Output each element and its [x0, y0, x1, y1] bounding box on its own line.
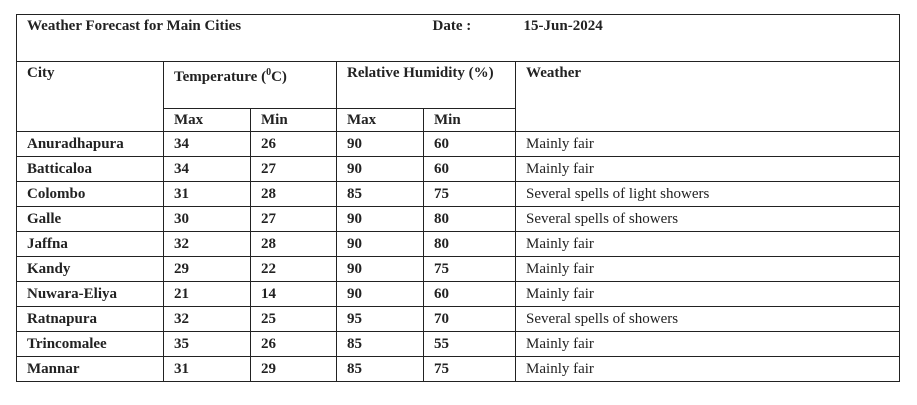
hum-max-cell: 90 — [337, 232, 424, 257]
weather-cell: Mainly fair — [516, 282, 900, 307]
temp-min-cell: 22 — [251, 257, 337, 282]
city-cell: Ratnapura — [17, 307, 164, 332]
forecast-document — [16, 14, 900, 382]
hum-min-cell: 80 — [424, 207, 516, 232]
city-column-header: City — [17, 62, 164, 132]
city-cell: Mannar — [17, 357, 164, 382]
city-cell: Anuradhapura — [17, 132, 164, 157]
header-row-1 — [17, 62, 900, 109]
hum-max-cell: 90 — [337, 282, 424, 307]
table-row — [17, 132, 900, 157]
weather-cell: Mainly fair — [516, 357, 900, 382]
table-row — [17, 157, 900, 182]
weather-cell: Mainly fair — [516, 132, 900, 157]
temp-min-cell: 27 — [251, 157, 337, 182]
table-row — [17, 182, 900, 207]
table-row — [17, 282, 900, 307]
temp-min-cell: 28 — [251, 182, 337, 207]
weather-cell: Several spells of showers — [516, 207, 900, 232]
humidity-column-header: Relative Humidity (%) — [337, 62, 516, 109]
weather-cell: Mainly fair — [516, 257, 900, 282]
weather-cell: Several spells of light showers — [516, 182, 900, 207]
temp-max-cell: 34 — [164, 132, 251, 157]
title-row — [17, 15, 900, 62]
temp-min-cell: 26 — [251, 132, 337, 157]
temp-min-cell: 28 — [251, 232, 337, 257]
hum-max-cell: 85 — [337, 357, 424, 382]
table-row — [17, 357, 900, 382]
hum-min-cell: 60 — [424, 282, 516, 307]
weather-cell: Mainly fair — [516, 232, 900, 257]
table-row — [17, 207, 900, 232]
temperature-label: Temperature ( — [174, 69, 267, 85]
hum-min-cell: 75 — [424, 257, 516, 282]
temp-max-cell: 31 — [164, 357, 251, 382]
temp-max-cell: 31 — [164, 182, 251, 207]
hum-max-cell: 85 — [337, 182, 424, 207]
hum-max-cell: 90 — [337, 132, 424, 157]
city-cell: Jaffna — [17, 232, 164, 257]
hum-max-cell: 85 — [337, 332, 424, 357]
temp-min-cell: 14 — [251, 282, 337, 307]
page-title: Weather Forecast for Main Cities — [17, 15, 337, 62]
city-cell: Trincomalee — [17, 332, 164, 357]
hum-min-cell: 55 — [424, 332, 516, 357]
temp-min-cell: 29 — [251, 357, 337, 382]
table-row — [17, 332, 900, 357]
table-row — [17, 232, 900, 257]
city-cell: Batticaloa — [17, 157, 164, 182]
hum-min-cell: 60 — [424, 157, 516, 182]
hum-max-cell: 90 — [337, 207, 424, 232]
temp-max-cell: 32 — [164, 307, 251, 332]
temperature-sup: 0 — [266, 67, 272, 78]
temp-max-cell: 30 — [164, 207, 251, 232]
weather-cell: Mainly fair — [516, 332, 900, 357]
temp-max-cell: 34 — [164, 157, 251, 182]
city-cell: Kandy — [17, 257, 164, 282]
temp-min-cell: 27 — [251, 207, 337, 232]
forecast-table — [16, 14, 900, 382]
table-row — [17, 257, 900, 282]
city-cell: Galle — [17, 207, 164, 232]
city-cell: Colombo — [17, 182, 164, 207]
temp-min-cell: 26 — [251, 332, 337, 357]
temp-max-cell: 35 — [164, 332, 251, 357]
hum-min-header: Min — [424, 109, 516, 132]
hum-min-cell: 80 — [424, 232, 516, 257]
hum-max-cell: 90 — [337, 257, 424, 282]
hum-min-cell: 70 — [424, 307, 516, 332]
temp-min-header: Min — [251, 109, 337, 132]
temp-max-cell: 21 — [164, 282, 251, 307]
hum-max-header: Max — [337, 109, 424, 132]
hum-max-cell: 95 — [337, 307, 424, 332]
date-value: 15-Jun-2024 — [516, 15, 900, 62]
temp-max-header: Max — [164, 109, 251, 132]
temp-max-cell: 29 — [164, 257, 251, 282]
table-row — [17, 307, 900, 332]
weather-column-header: Weather — [516, 62, 900, 132]
hum-min-cell: 75 — [424, 357, 516, 382]
hum-max-cell: 90 — [337, 157, 424, 182]
temperature-unit: C) — [271, 69, 287, 85]
temperature-column-header — [164, 62, 337, 109]
hum-min-cell: 60 — [424, 132, 516, 157]
temp-max-cell: 32 — [164, 232, 251, 257]
city-cell: Nuwara-Eliya — [17, 282, 164, 307]
date-label: Date : — [337, 15, 516, 62]
hum-min-cell: 75 — [424, 182, 516, 207]
weather-cell: Mainly fair — [516, 157, 900, 182]
weather-cell: Several spells of showers — [516, 307, 900, 332]
temp-min-cell: 25 — [251, 307, 337, 332]
